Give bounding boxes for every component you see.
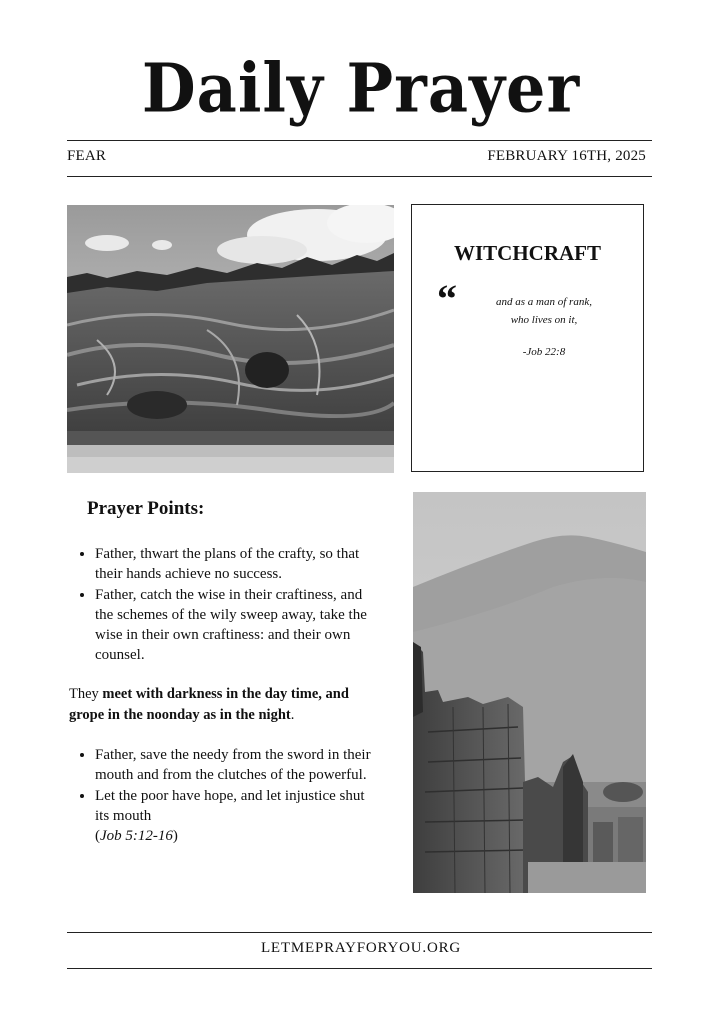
- reference-close: ): [172, 828, 178, 845]
- list-item: • Father, catch the wise in their craftiness, and the schemes of the wily sweep away, take the wise in their own craftiness: and their own counsel.: [95, 585, 377, 666]
- scripture-reference: [67, 826, 377, 846]
- quote-reference: -Job 22:8: [522, 346, 566, 358]
- footer-website: LETMEPRAYFORYOU.ORG: [260, 940, 462, 956]
- scripture-quote-box: [411, 204, 644, 472]
- reference-open: (: [95, 828, 100, 845]
- footer-rule-top: [67, 932, 652, 933]
- list-item: • Father, save the needy from the sword in their mouth and from the clutches of the powerful.: [95, 745, 377, 786]
- footer-rule-bottom: [67, 968, 652, 969]
- topic-label: FEAR: [67, 148, 107, 164]
- prayer-points-list-1: [67, 544, 377, 666]
- header-rule-bottom: [67, 176, 652, 177]
- list-item: • Let the poor have hope, and let injustice shut its mouth: [95, 786, 377, 827]
- ruins-photo: [413, 492, 646, 893]
- header-rule-top: [67, 140, 652, 141]
- quote-line-1: and as a man of rank,: [496, 296, 592, 308]
- page-title: Daily Prayer: [141, 49, 581, 128]
- quote-line-2: who lives on it,: [510, 314, 578, 326]
- paragraph-suffix: .: [290, 707, 295, 723]
- reference-text: Job 5:12-16: [100, 828, 173, 845]
- scripture-paragraph: [69, 684, 369, 726]
- quote-mark-icon: “: [437, 276, 457, 321]
- paragraph-bold: meet with darkness in the day time, and grope in the noonday as in the night: [69, 686, 349, 723]
- list-item: • Father, thwart the plans of the crafty, so that their hands achieve no success.: [95, 544, 377, 585]
- paragraph-prefix: They: [69, 686, 103, 702]
- quote-text: [474, 293, 614, 329]
- landscape-photo: [67, 205, 394, 473]
- prayer-points-list-2: [67, 745, 377, 846]
- date-label: FEBRUARY 16TH, 2025: [487, 148, 646, 164]
- quote-title: WITCHCRAFT: [453, 241, 601, 265]
- prayer-points-heading: Prayer Points:: [87, 498, 205, 519]
